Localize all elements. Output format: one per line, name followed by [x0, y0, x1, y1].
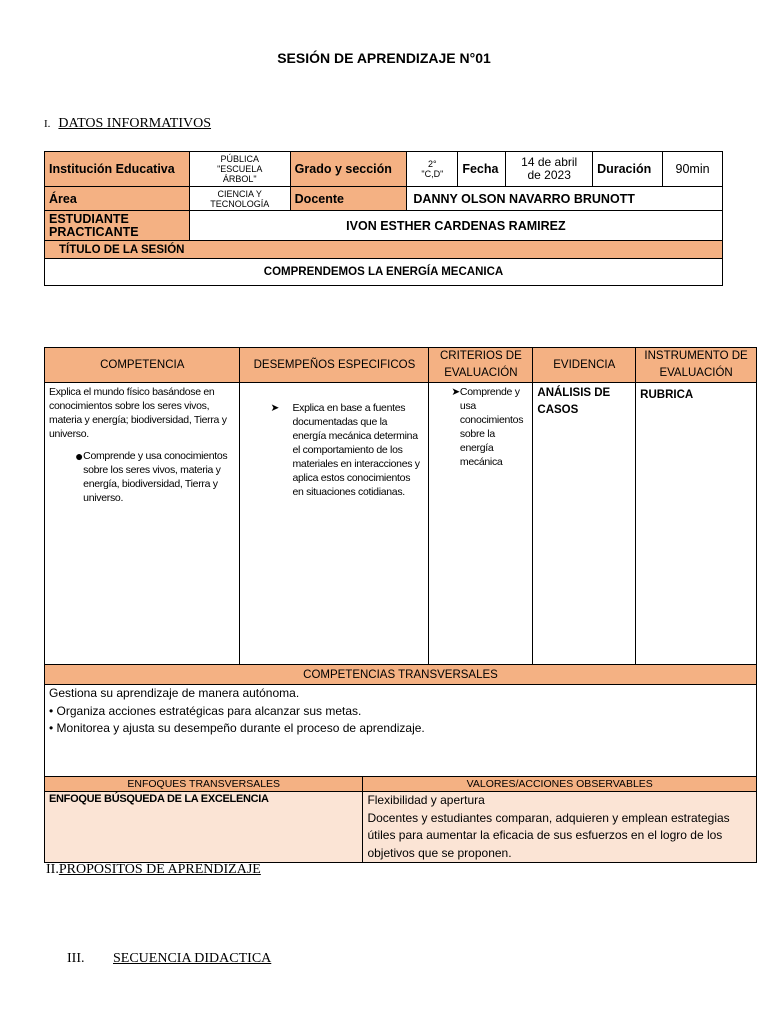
section-1-label: DATOS INFORMATIVOS [58, 116, 212, 131]
arrow-bullet-icon: ➤ [270, 402, 279, 414]
transversal-line: • Organiza acciones estratégicas para alcanzar sus metas. [49, 703, 362, 718]
valor-description: Docentes y estudiantes comparan, adquieren y emplean estrategias útiles para aumentar la eficacia de sus esfuerzos en el logro de los objetivos que se proponen. [367, 810, 730, 860]
enfoque-cell: ENFOQUE BÚSQUEDA DE LA EXCELENCIA [45, 792, 363, 863]
duracion-value: 90min [663, 152, 723, 187]
section-1-heading [44, 116, 211, 132]
area-value: CIENCIA Y TECNOLOGÍA [189, 187, 290, 211]
competencia-cell [45, 383, 240, 665]
transversal-line: Gestiona su aprendizaje de manera autónoma. [49, 686, 300, 700]
duracion-label: Duración [593, 152, 663, 187]
competencias-table [44, 347, 757, 863]
section-2-heading [46, 862, 261, 878]
competencia-bullet-item [49, 449, 235, 505]
section-2-number: II. [46, 862, 59, 877]
institucion-label: Institución Educativa [45, 152, 190, 187]
info-table [44, 151, 723, 286]
section-3-heading [67, 951, 271, 967]
transversales-header: COMPETENCIAS TRANSVERSALES [45, 665, 757, 685]
titulo-value: COMPRENDEMOS LA ENERGÍA MECANICA [45, 259, 723, 286]
docente-value: DANNY OLSON NAVARRO BRUNOTT [407, 187, 723, 211]
evidencia-cell: ANÁLISIS DE CASOS [533, 383, 636, 665]
valores-cell [363, 792, 757, 863]
arrow-bullet-icon: ➤ [451, 386, 460, 398]
docente-label: Docente [290, 187, 407, 211]
section-2-label: PROPOSITOS DE APRENDIZAJE [58, 862, 261, 877]
criterio-text: Comprende y usa conocimientos sobre la energía mecánica [459, 386, 524, 468]
estudiante-label: ESTUDIANTE PRACTICANTE [45, 211, 190, 241]
section-1-number: I. [44, 118, 51, 130]
header-competencia: COMPETENCIA [45, 348, 240, 383]
header-criterios: CRITERIOS DE EVALUACIÓN [429, 348, 533, 383]
area-label: Área [45, 187, 190, 211]
bullet-icon: ● [75, 448, 84, 464]
fecha-label: Fecha [458, 152, 506, 187]
desempeno-cell [240, 383, 429, 665]
header-evidencia: EVIDENCIA [533, 348, 636, 383]
criterio-cell [429, 383, 533, 665]
institucion-value: PÚBLICA "ESCUELA ÁRBOL" [189, 152, 290, 187]
desempeno-item [244, 401, 424, 499]
instrumento-cell: RUBRICA [636, 383, 757, 665]
fecha-value: 14 de abril de 2023 [506, 152, 593, 187]
header-instrumento: INSTRUMENTO DE EVALUACIÓN [636, 348, 757, 383]
desempeno-text: Explica en base a fuentes documentadas que la energía mecánica determina el comportamiento de los materiales en interacciones y aplica estos conocimientos en situaciones cotidianas. [292, 402, 420, 498]
valor-title: Flexibilidad y apertura [367, 793, 485, 807]
competencia-bullet: Comprende y usa conocimientos sobre los seres vivos, materia y energía, biodiversidad, Tierra y universo. [83, 450, 228, 504]
criterio-item [433, 385, 528, 469]
valores-header: VALORES/ACCIONES OBSERVABLES [363, 777, 757, 792]
section-3-label: SECUENCIA DIDACTICA [113, 951, 272, 966]
competencia-intro: Explica el mundo físico basándose en conocimientos sobre los seres vivos, materia y energía; biodiversidad, Tierra y universo. [49, 386, 227, 440]
titulo-label: TÍTULO DE LA SESIÓN [45, 241, 723, 259]
section-3-number: III. [67, 951, 85, 966]
grado-label: Grado y sección [290, 152, 407, 187]
enfoques-header: ENFOQUES TRANSVERSALES [45, 777, 363, 792]
transversal-line: • Monitorea y ajusta su desempeño durante el proceso de aprendizaje. [49, 721, 425, 735]
estudiante-value: IVON ESTHER CARDENAS RAMIREZ [189, 211, 722, 241]
header-desempenos: DESEMPEÑOS ESPECIFICOS [240, 348, 429, 383]
grado-value: 2° "C,D" [407, 152, 458, 187]
transversales-cell [45, 685, 757, 777]
page-title: SESIÓN DE APRENDIZAJE N°01 [277, 50, 491, 66]
